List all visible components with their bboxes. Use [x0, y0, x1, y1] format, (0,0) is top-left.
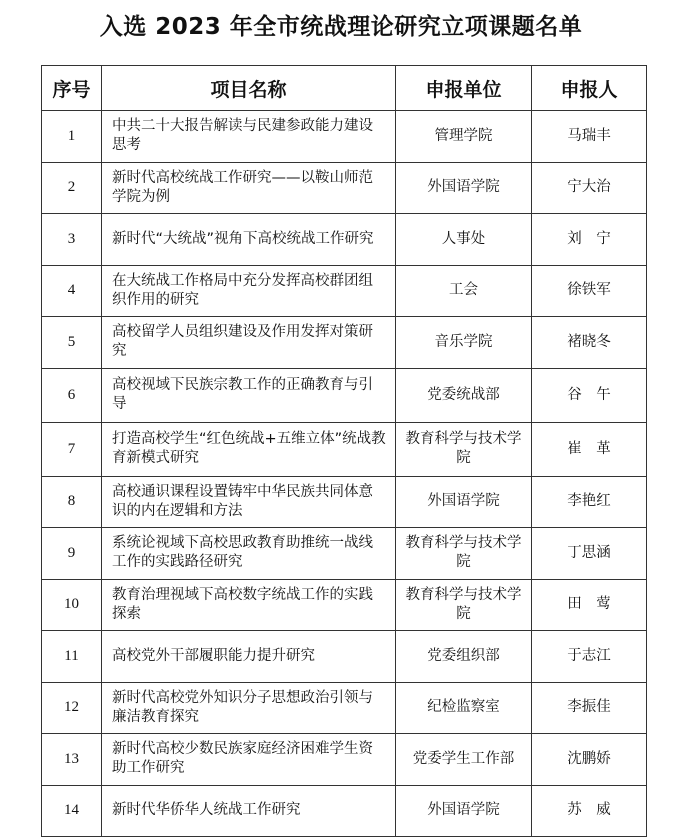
- header-unit: 申报单位: [396, 66, 532, 111]
- cell-unit: 外国语学院: [396, 162, 532, 214]
- cell-person: 褚晓冬: [532, 317, 647, 369]
- cell-project: 在大统战工作格局中充分发挥高校群团组织作用的研究: [102, 265, 396, 317]
- table-row: [42, 528, 647, 580]
- table-row: [42, 265, 647, 317]
- cell-seq: 11: [42, 631, 102, 683]
- table-row: [42, 785, 647, 837]
- header-seq: 序号: [42, 66, 102, 111]
- cell-unit: 党委组织部: [396, 631, 532, 683]
- cell-seq: 13: [42, 734, 102, 786]
- cell-person: 丁思涵: [532, 528, 647, 580]
- cell-person: 田 莺: [532, 579, 647, 631]
- table-header-row: [42, 66, 647, 111]
- table-row: [42, 631, 647, 683]
- header-project: 项目名称: [102, 66, 396, 111]
- cell-seq: 14: [42, 785, 102, 837]
- cell-unit: 管理学院: [396, 111, 532, 163]
- cell-seq: 4: [42, 265, 102, 317]
- cell-seq: 12: [42, 682, 102, 734]
- cell-project: 高校通识课程设置铸牢中华民族共同体意识的内在逻辑和方法: [102, 476, 396, 528]
- cell-seq: 6: [42, 368, 102, 422]
- cell-unit: 人事处: [396, 214, 532, 266]
- cell-project: 新时代高校党外知识分子思想政治引领与廉洁教育探究: [102, 682, 396, 734]
- header-person: 申报人: [532, 66, 647, 111]
- cell-seq: 2: [42, 162, 102, 214]
- cell-person: 徐铁军: [532, 265, 647, 317]
- cell-project: 教育治理视域下高校数字统战工作的实践探索: [102, 579, 396, 631]
- cell-project: 高校党外干部履职能力提升研究: [102, 631, 396, 683]
- cell-unit: 党委统战部: [396, 368, 532, 422]
- cell-project: 新时代高校少数民族家庭经济困难学生资助工作研究: [102, 734, 396, 786]
- cell-project: 新时代“大统战”视角下高校统战工作研究: [102, 214, 396, 266]
- cell-person: 崔 革: [532, 422, 647, 476]
- table-row: [42, 368, 647, 422]
- cell-seq: 9: [42, 528, 102, 580]
- cell-unit: 教育科学与技术学院: [396, 528, 532, 580]
- cell-project: 高校视域下民族宗教工作的正确教育与引导: [102, 368, 396, 422]
- cell-seq: 1: [42, 111, 102, 163]
- cell-project: 中共二十大报告解读与民建参政能力建设思考: [102, 111, 396, 163]
- page-title: 入选 2023 年全市统战理论研究立项课题名单: [99, 14, 583, 40]
- cell-unit: 工会: [396, 265, 532, 317]
- cell-person: 苏 威: [532, 785, 647, 837]
- cell-unit: 外国语学院: [396, 785, 532, 837]
- cell-seq: 10: [42, 579, 102, 631]
- cell-project: 系统论视域下高校思政教育助推统一战线工作的实践路径研究: [102, 528, 396, 580]
- table-row: [42, 214, 647, 266]
- cell-person: 沈鹏娇: [532, 734, 647, 786]
- cell-person: 宁大治: [532, 162, 647, 214]
- cell-unit: 党委学生工作部: [396, 734, 532, 786]
- table-body: [42, 111, 647, 837]
- table-row: [42, 317, 647, 369]
- cell-person: 刘 宁: [532, 214, 647, 266]
- cell-person: 李艳红: [532, 476, 647, 528]
- cell-project: 新时代华侨华人统战工作研究: [102, 785, 396, 837]
- cell-seq: 8: [42, 476, 102, 528]
- table-row: [42, 579, 647, 631]
- cell-project: 高校留学人员组织建设及作用发挥对策研究: [102, 317, 396, 369]
- table-row: [42, 476, 647, 528]
- cell-person: 马瑞丰: [532, 111, 647, 163]
- table-row: [42, 162, 647, 214]
- cell-person: 于志江: [532, 631, 647, 683]
- cell-seq: 3: [42, 214, 102, 266]
- cell-person: 谷 午: [532, 368, 647, 422]
- cell-unit: 教育科学与技术学院: [396, 579, 532, 631]
- cell-unit: 纪检监察室: [396, 682, 532, 734]
- cell-unit: 外国语学院: [396, 476, 532, 528]
- cell-seq: 5: [42, 317, 102, 369]
- table-row: [42, 111, 647, 163]
- cell-unit: 音乐学院: [396, 317, 532, 369]
- cell-unit: 教育科学与技术学院: [396, 422, 532, 476]
- table-row: [42, 682, 647, 734]
- table-row: [42, 422, 647, 476]
- cell-seq: 7: [42, 422, 102, 476]
- table-row: [42, 734, 647, 786]
- cell-project: 打造高校学生“红色统战+五维立体”统战教育新模式研究: [102, 422, 396, 476]
- project-list-table: [41, 65, 647, 837]
- cell-project: 新时代高校统战工作研究——以鞍山师范学院为例: [102, 162, 396, 214]
- cell-person: 李振佳: [532, 682, 647, 734]
